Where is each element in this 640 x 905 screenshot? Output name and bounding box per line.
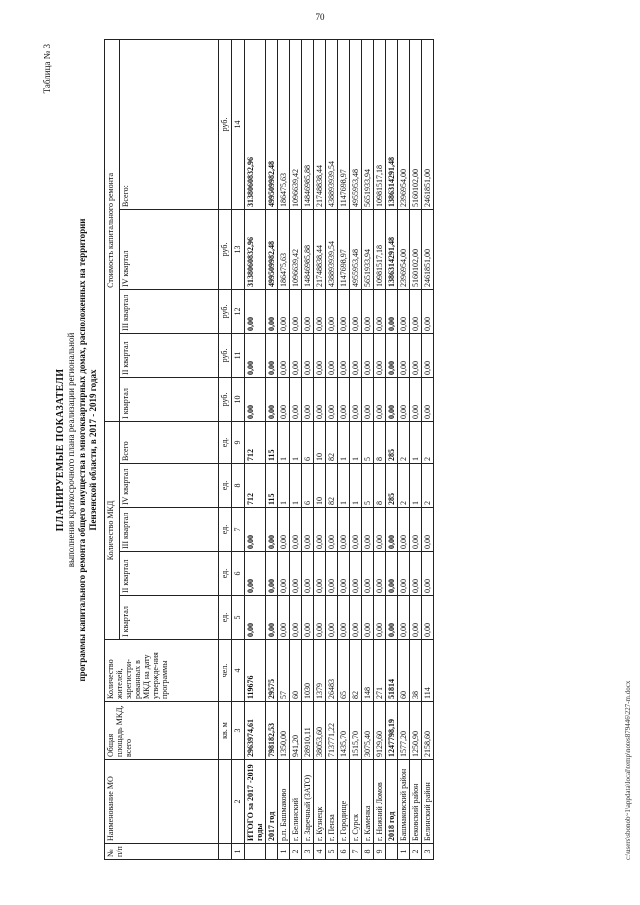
table-cell: 0,00 (278, 552, 290, 596)
table-cell: 38 (410, 640, 422, 702)
table-cell: 0,00 (302, 552, 314, 596)
table-cell: 1386314291,48 (386, 39, 398, 209)
table-cell: 0,00 (362, 289, 374, 333)
table-cell: 0,00 (374, 596, 386, 640)
table-cell: 1350,00 (278, 702, 290, 760)
table-cell: р.п. Башмаково (278, 760, 290, 844)
table-cell: 0,00 (326, 552, 338, 596)
table-cell: 499509982,48 (266, 209, 278, 289)
header-line-3: программы капитального ремонта общего имущества в многоквартирных домах, расположенных на территории (77, 218, 87, 682)
table-cell: 3 (422, 844, 434, 860)
table-cell: 499509982,48 (266, 39, 278, 209)
table-cell: 712 (245, 421, 266, 463)
table-cell: 0,00 (326, 377, 338, 421)
table-cell: 1 (410, 464, 422, 508)
table-cell: 3138060832,96 (245, 39, 266, 209)
table-cell: 0,00 (350, 552, 362, 596)
table-row (314, 39, 326, 859)
table-cell: 271 (374, 640, 386, 702)
table-cell: 0,00 (386, 596, 398, 640)
table-cell: 7 (350, 844, 362, 860)
table-cell: 8 (374, 421, 386, 463)
table-cell: г. Пенза (326, 760, 338, 844)
table-cell: 0,00 (386, 508, 398, 552)
table-cell: 1 (278, 844, 290, 860)
table-row (245, 39, 266, 859)
table-cell: 0,00 (398, 333, 410, 377)
table-cell: 3138060832,96 (245, 209, 266, 289)
table-cell: 5651933,94 (362, 39, 374, 209)
table-cell: 0,00 (290, 289, 302, 333)
unit-cell-empty (219, 844, 232, 860)
table-cell: 5 (362, 421, 374, 463)
table-cell: 115 (266, 421, 278, 463)
table-row (326, 39, 338, 859)
column-number-cell: 7 (232, 508, 245, 552)
table-cell: 21748838,44 (314, 209, 326, 289)
table-cell: 1030 (302, 640, 314, 702)
table-cell: 0,00 (350, 508, 362, 552)
table-cell: 1 (338, 421, 350, 463)
table-cell: 8 (362, 844, 374, 860)
table-cell: 0,00 (314, 508, 326, 552)
cost-q2-header: II квартал (120, 333, 219, 377)
table-cell: 0,00 (326, 289, 338, 333)
table-cell: ИТОГО за 2017 -2019 годы (245, 760, 266, 844)
table-cell: г. Каменка (362, 760, 374, 844)
table-cell: 0,00 (350, 596, 362, 640)
table-cell: 5160102,00 (410, 39, 422, 209)
mkd-total-header: Всего (120, 421, 219, 463)
table-cell: 60 (398, 640, 410, 702)
table-cell: 0,00 (245, 377, 266, 421)
table-cell: 82 (326, 421, 338, 463)
table-cell: 2396954,00 (398, 39, 410, 209)
table-cell: 438893939,54 (326, 39, 338, 209)
table-cell: 0,00 (350, 333, 362, 377)
table-cell: г. Нижний Ломов (374, 760, 386, 844)
table-cell: 0,00 (386, 377, 398, 421)
table-cell: 186475,63 (278, 39, 290, 209)
table-cell: 0,00 (278, 508, 290, 552)
table-cell: 82 (326, 464, 338, 508)
table-cell: 0,00 (290, 377, 302, 421)
table-cell: 1 (338, 464, 350, 508)
unit-cell: чел. (219, 640, 232, 702)
table-cell: 1 (290, 464, 302, 508)
table-cell: 0,00 (410, 289, 422, 333)
table-cell: Бековский район (410, 760, 422, 844)
table-cell: Башмаковский район (398, 760, 410, 844)
table-cell: 2018 год (386, 760, 398, 844)
column-number-cell: 13 (232, 209, 245, 289)
table-cell: 2158,60 (422, 702, 434, 760)
file-path-footer: c:\users\sbonob~1\appdata\local\temp\notes879446\227-m.docx (624, 680, 632, 860)
table-cell: 0,00 (290, 508, 302, 552)
table-cell: 0,00 (290, 552, 302, 596)
table-cell: 5651933,94 (362, 209, 374, 289)
table-cell: 0,00 (245, 508, 266, 552)
table-cell: 0,00 (245, 289, 266, 333)
table-cell: 2 (398, 421, 410, 463)
column-number-cell: 2 (232, 760, 245, 844)
mkd-q1-header: I квартал (120, 596, 219, 640)
table-cell: 0,00 (410, 552, 422, 596)
table-cell: 57 (278, 640, 290, 702)
table-cell (266, 844, 278, 860)
table-cell: 2017 год (266, 760, 278, 844)
table-cell: Белинский район (422, 760, 434, 844)
header-row-groups (105, 39, 120, 859)
unit-cell: кв. м (219, 702, 232, 760)
table-cell: 285 (386, 464, 398, 508)
mkd-q3-header: III квартал (120, 508, 219, 552)
table-cell: 0,00 (422, 596, 434, 640)
table-cell: 0,00 (266, 377, 278, 421)
table-cell: 6 (302, 421, 314, 463)
table-cell: 798182,53 (266, 702, 278, 760)
table-cell: 0,00 (245, 596, 266, 640)
cost-q3-header: III квартал (120, 289, 219, 333)
table-cell: 1379 (314, 640, 326, 702)
table-cell: 285 (386, 421, 398, 463)
column-number-cell: 3 (232, 702, 245, 760)
table-cell: 438893939,54 (326, 209, 338, 289)
table-cell: 2 (290, 844, 302, 860)
table-cell: 0,00 (386, 552, 398, 596)
table-cell: 6 (302, 464, 314, 508)
unit-cell: ед. (219, 421, 232, 463)
table-cell: 0,00 (398, 596, 410, 640)
col-mo-header: Наименование МО (105, 760, 219, 844)
table-row (338, 39, 350, 859)
table-cell: г. Заречный (ЗАТО) (302, 760, 314, 844)
table-cell: 5 (362, 464, 374, 508)
mkd-count-group-header: Количество МКД (105, 421, 120, 639)
table-row (398, 39, 410, 859)
table-cell: 82 (350, 640, 362, 702)
table-row (350, 39, 362, 859)
table-cell: 0,00 (338, 596, 350, 640)
table-cell: 0,00 (422, 333, 434, 377)
table-cell: 1386314291,48 (386, 209, 398, 289)
table-cell: 0,00 (386, 333, 398, 377)
unit-cell: руб. (219, 289, 232, 333)
column-number-cell: 14 (232, 39, 245, 209)
table-cell: 1 (278, 421, 290, 463)
table-cell: 712 (245, 464, 266, 508)
table-cell: 0,00 (410, 377, 422, 421)
cost-q4-header: IV квартал (120, 209, 219, 289)
table-cell: 5160102,00 (410, 209, 422, 289)
table-cell: 0,00 (362, 508, 374, 552)
table-cell: г. Белинский (290, 760, 302, 844)
table-cell: 0,00 (338, 289, 350, 333)
table-cell: 0,00 (278, 333, 290, 377)
table-row (410, 39, 422, 859)
table-cell: 10981517,18 (374, 39, 386, 209)
cost-group-header: Стоимость капитального ремонта (105, 39, 120, 421)
table-cell: г. Городище (338, 760, 350, 844)
column-numbers-row (232, 39, 245, 859)
table-row (302, 39, 314, 859)
table-cell: 0,00 (266, 333, 278, 377)
table-cell: 0,00 (398, 508, 410, 552)
table-cell: г. Кузнецк (314, 760, 326, 844)
table-cell: 0,00 (362, 377, 374, 421)
table-cell: 0,00 (350, 377, 362, 421)
column-number-cell: 4 (232, 640, 245, 702)
table-cell: 0,00 (410, 508, 422, 552)
rotated-page-content (42, 40, 640, 860)
document-title: ПЛАНИРУЕМЫЕ ПОКАЗАТЕЛИ (55, 368, 66, 532)
table-cell: 0,00 (278, 596, 290, 640)
table-cell: 0,00 (314, 333, 326, 377)
table-cell: 9 (374, 844, 386, 860)
table-cell: 0,00 (374, 333, 386, 377)
table-cell: 0,00 (314, 596, 326, 640)
table-cell: 26483 (326, 640, 338, 702)
table-cell: 0,00 (374, 552, 386, 596)
table-cell: 0,00 (350, 289, 362, 333)
unit-cell: ед. (219, 596, 232, 640)
table-cell: 2 (422, 421, 434, 463)
table-cell: 2396954,00 (398, 209, 410, 289)
table-cell: 1096639,42 (290, 209, 302, 289)
table-cell: 21748838,44 (314, 39, 326, 209)
table-cell: 0,00 (245, 552, 266, 596)
table-cell: 2 (398, 464, 410, 508)
column-number-cell: 1 (232, 844, 245, 860)
indicators-table (104, 39, 434, 860)
column-number-cell: 10 (232, 377, 245, 421)
unit-cell: руб. (219, 377, 232, 421)
table-cell: 1147698,97 (338, 209, 350, 289)
table-row (362, 39, 374, 859)
table-cell: 0,00 (290, 596, 302, 640)
table-cell: 0,00 (302, 508, 314, 552)
column-number-cell: 9 (232, 421, 245, 463)
table-cell: 0,00 (398, 289, 410, 333)
table-cell: 0,00 (326, 508, 338, 552)
unit-cell: руб. (219, 209, 232, 289)
table-cell: 0,00 (422, 508, 434, 552)
table-cell: 0,00 (422, 552, 434, 596)
table-cell: 0,00 (374, 508, 386, 552)
unit-cell-empty (219, 760, 232, 844)
table-cell: 60 (290, 640, 302, 702)
table-cell: 14846985,88 (302, 39, 314, 209)
table-cell (245, 844, 266, 860)
table-cell: 0,00 (398, 377, 410, 421)
table-cell: 0,00 (302, 596, 314, 640)
table-cell: 29575 (266, 640, 278, 702)
mkd-q4-header: IV квартал (120, 464, 219, 508)
table-cell: 0,00 (266, 289, 278, 333)
table-cell: 1250,90 (410, 702, 422, 760)
cost-q1-header: I квартал (120, 377, 219, 421)
table-cell: 1 (278, 464, 290, 508)
table-cell: 0,00 (410, 596, 422, 640)
table-cell: 6 (338, 844, 350, 860)
table-cell: 1435,70 (338, 702, 350, 760)
table-cell: 0,00 (278, 289, 290, 333)
table-cell: 2963974,61 (245, 702, 266, 760)
table-cell: 51814 (386, 640, 398, 702)
table-cell: 10981517,18 (374, 209, 386, 289)
table-cell: 2461851,00 (422, 39, 434, 209)
table-cell: 0,00 (326, 596, 338, 640)
table-cell: 0,00 (302, 289, 314, 333)
unit-cell: ед. (219, 508, 232, 552)
table-cell: 941,20 (290, 702, 302, 760)
table-cell: 0,00 (326, 333, 338, 377)
table-cell: 1 (398, 844, 410, 860)
table-cell: 1 (350, 421, 362, 463)
table-cell: 0,00 (338, 552, 350, 596)
table-cell: 4955953,48 (350, 209, 362, 289)
unit-cell: ед. (219, 552, 232, 596)
table-cell: 0,00 (266, 552, 278, 596)
table-cell: 5 (326, 844, 338, 860)
table-number: Таблица № 3 (42, 44, 52, 94)
table-cell: 0,00 (314, 289, 326, 333)
table-cell: 1096639,42 (290, 39, 302, 209)
table-cell: 186475,63 (278, 209, 290, 289)
table-cell: 0,00 (314, 552, 326, 596)
table-row (290, 39, 302, 859)
unit-cell: ед. (219, 464, 232, 508)
table-cell: 119676 (245, 640, 266, 702)
table-row (374, 39, 386, 859)
col-residents-header: Количество жителей, зарегистри-рованных в МКД на дату утвержде-ния программы (105, 640, 219, 702)
column-number-cell: 8 (232, 464, 245, 508)
mkd-q2-header: II квартал (120, 552, 219, 596)
table-cell: 1 (350, 464, 362, 508)
table-cell: 115 (266, 464, 278, 508)
table-cell: 10 (314, 464, 326, 508)
column-number-cell: 11 (232, 333, 245, 377)
table-cell: 148 (362, 640, 374, 702)
col-area-header: Общая площадь МКД, всего (105, 702, 219, 760)
unit-cell: руб. (219, 333, 232, 377)
table-cell: 0,00 (422, 289, 434, 333)
table-cell: 114 (422, 640, 434, 702)
table-cell: 0,00 (290, 333, 302, 377)
table-cell: 0,00 (338, 508, 350, 552)
table-cell: 65 (338, 640, 350, 702)
table-cell: 9129,60 (374, 702, 386, 760)
table-cell: 2 (422, 464, 434, 508)
table-cell: 8 (374, 464, 386, 508)
table-cell: 3 (302, 844, 314, 860)
table-cell: 713771,22 (326, 702, 338, 760)
table-cell: 0,00 (362, 552, 374, 596)
table-cell: 0,00 (266, 596, 278, 640)
table-cell: 0,00 (266, 508, 278, 552)
table-cell: 4 (314, 844, 326, 860)
table-cell: 3075,40 (362, 702, 374, 760)
table-cell: 0,00 (422, 377, 434, 421)
table-cell: 1 (290, 421, 302, 463)
table-cell: 0,00 (386, 289, 398, 333)
unit-cell: руб. (219, 39, 232, 209)
table-cell: 0,00 (302, 377, 314, 421)
table-row (422, 39, 434, 859)
column-number-cell: 5 (232, 596, 245, 640)
table-cell: 0,00 (374, 377, 386, 421)
table-cell: 0,00 (338, 333, 350, 377)
header-line-2: выполнения краткосрочного плана реализации региональной (66, 332, 76, 568)
table-cell: 0,00 (278, 377, 290, 421)
column-number-cell: 6 (232, 552, 245, 596)
page-number: 70 (315, 12, 325, 22)
document-header (55, 40, 99, 860)
table-cell: 0,00 (374, 289, 386, 333)
table-cell: 0,00 (410, 333, 422, 377)
cost-total-header: Всего: (120, 39, 219, 209)
table-cell: 1515,70 (350, 702, 362, 760)
table-cell: 2 (410, 844, 422, 860)
table-cell: 1247798,19 (386, 702, 398, 760)
header-line-4: Пензенской области, в 2017 - 2019 годах (88, 369, 98, 531)
table-row (266, 39, 278, 859)
units-row (219, 39, 232, 859)
table-cell: 14846985,88 (302, 209, 314, 289)
table-cell: 0,00 (362, 333, 374, 377)
table-cell: 28910,11 (302, 702, 314, 760)
table-cell: 0,00 (398, 552, 410, 596)
table-cell: 1577,20 (398, 702, 410, 760)
table-row (386, 39, 398, 859)
table-cell: 0,00 (362, 596, 374, 640)
table-cell: 1 (410, 421, 422, 463)
table-cell: 0,00 (338, 377, 350, 421)
table-cell: 0,00 (314, 377, 326, 421)
table-cell: 38053,60 (314, 702, 326, 760)
table-row (278, 39, 290, 859)
col-num-header: № п/п (105, 844, 219, 860)
table-cell: 0,00 (302, 333, 314, 377)
table-cell: 0,00 (245, 333, 266, 377)
table-cell: г. Сурск (350, 760, 362, 844)
table-body (245, 39, 434, 859)
table-cell: 10 (314, 421, 326, 463)
table-cell: 2461851,00 (422, 209, 434, 289)
table-cell: 4955953,48 (350, 39, 362, 209)
table-cell: 1147698,97 (338, 39, 350, 209)
table-cell (386, 844, 398, 860)
column-number-cell: 12 (232, 289, 245, 333)
